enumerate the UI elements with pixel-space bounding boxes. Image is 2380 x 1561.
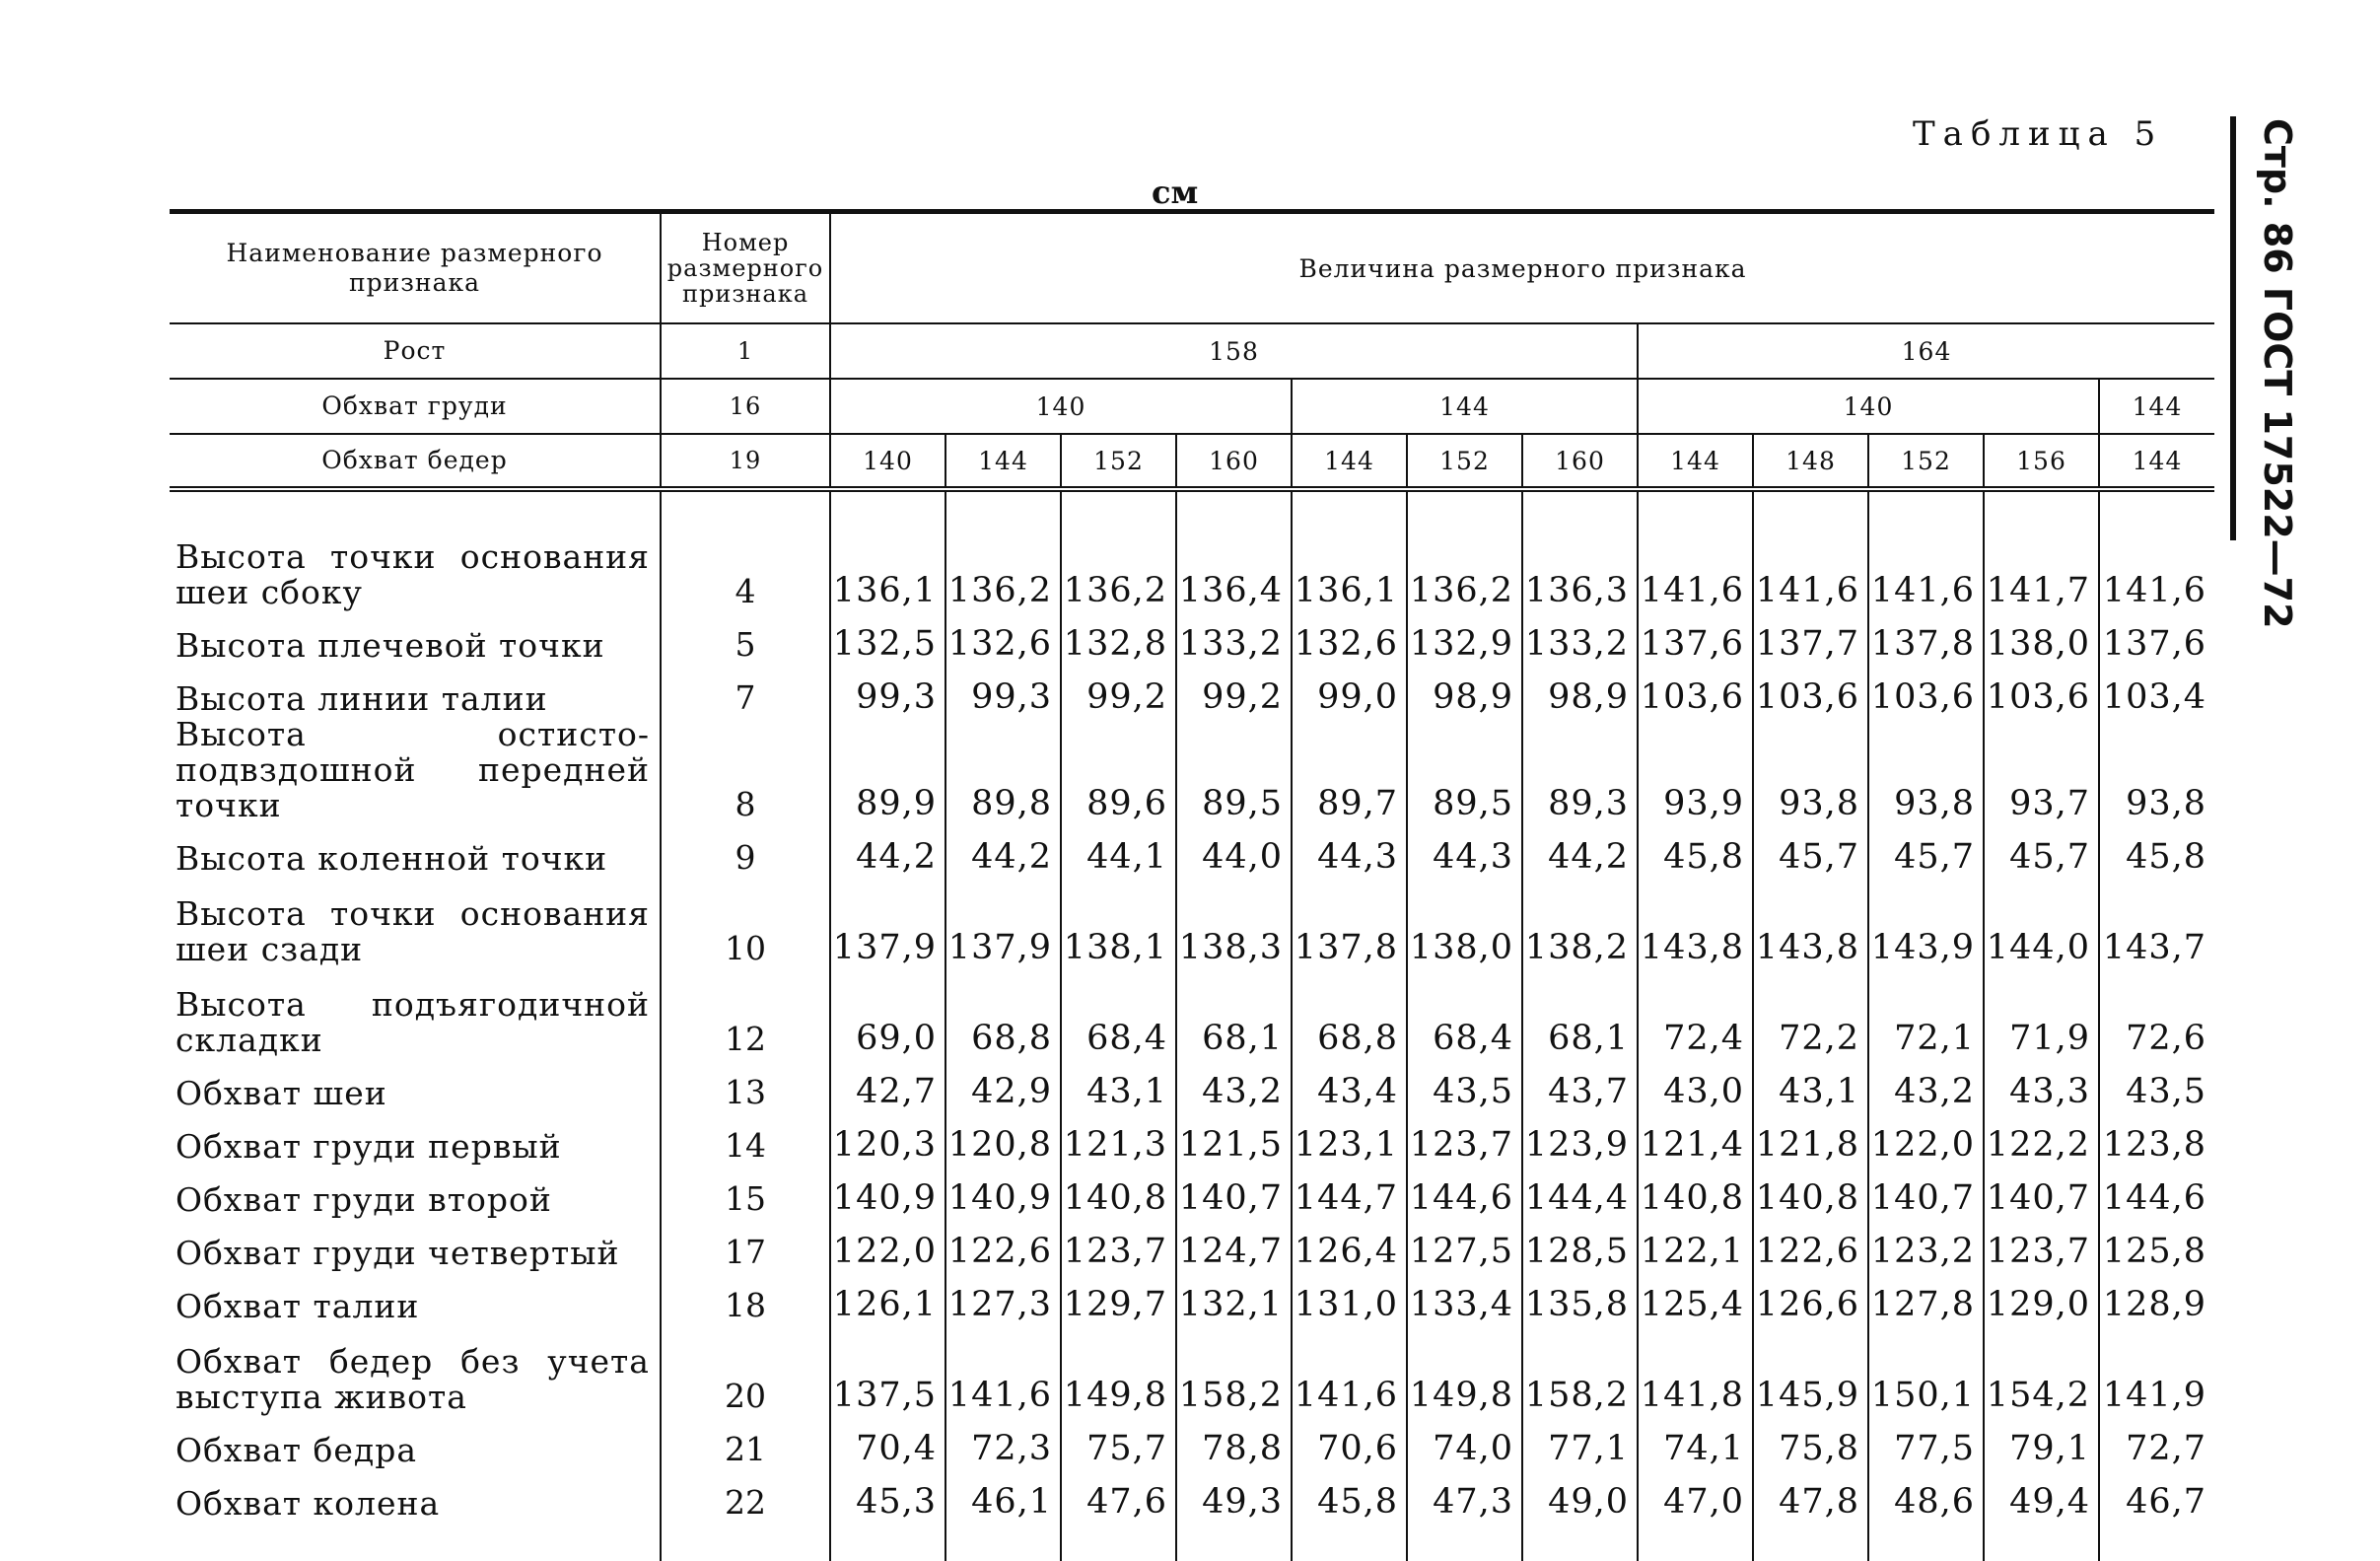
row-value: 79,1 (1984, 1415, 2099, 1468)
header-hips-num: 19 (661, 434, 830, 489)
row-value: 72,2 (1753, 967, 1868, 1058)
row-value: 43,3 (1984, 1058, 2099, 1111)
row-value: 136,2 (1061, 489, 1176, 610)
table-row (170, 823, 2214, 877)
row-value: 44,3 (1292, 823, 1407, 877)
row-value: 44,0 (1176, 823, 1292, 877)
row-name: Высота остисто-подвздошной передней точки (170, 717, 661, 823)
row-number: 17 (661, 1218, 830, 1271)
row-value: 125,4 (1638, 1271, 1753, 1324)
row-value: 140,8 (1753, 1165, 1868, 1218)
row-value: 93,8 (1868, 717, 1984, 823)
table-row (170, 1324, 2214, 1415)
row-value: 141,6 (2102, 571, 2207, 610)
row-name: Обхват колена (170, 1468, 661, 1561)
row-value: 93,8 (1753, 717, 1868, 823)
row-name: Высота коленной точки (170, 823, 661, 877)
row-value: 128,9 (2102, 1285, 2207, 1324)
table-row (170, 877, 2214, 967)
row-value: 43,2 (1176, 1058, 1292, 1111)
header-hips-value: 156 (1984, 434, 2099, 489)
row-value: 129,7 (1061, 1271, 1176, 1324)
row-value: 141,9 (2102, 1376, 2207, 1415)
row-value: 132,8 (1061, 610, 1176, 664)
row-value: 45,8 (1638, 823, 1753, 877)
row-value: 46,1 (945, 1468, 1061, 1561)
row-value: 103,4 (2102, 677, 2207, 717)
row-value: 143,8 (1638, 877, 1753, 967)
header-height-num: 1 (661, 323, 830, 379)
row-value: 74,1 (1638, 1415, 1753, 1468)
row-number: 18 (661, 1271, 830, 1324)
row-name: Обхват бедра (170, 1415, 661, 1468)
row-value: 144,6 (1407, 1165, 1522, 1218)
row-name: Высота линии талии (170, 664, 661, 717)
row-value: 75,8 (1753, 1415, 1868, 1468)
row-value: 98,9 (1522, 664, 1638, 717)
row-number: 7 (661, 664, 830, 717)
row-value: 141,6 (1638, 489, 1753, 610)
row-value: 75,7 (1061, 1415, 1176, 1468)
row-value: 69,0 (830, 967, 945, 1058)
row-value: 89,7 (1292, 717, 1407, 823)
row-value: 45,8 (1292, 1468, 1407, 1561)
row-value: 141,6 (1292, 1324, 1407, 1415)
row-value: 140,9 (945, 1165, 1061, 1218)
row-value: 93,7 (1984, 717, 2099, 823)
row-name: Обхват груди второй (170, 1165, 661, 1218)
row-value: 72,6 (2126, 1019, 2207, 1058)
row-value: 123,7 (1984, 1218, 2099, 1271)
header-chest-group-3: 140 (1638, 379, 2099, 434)
header-chest-label: Обхват груди (170, 379, 661, 434)
table-row (170, 1271, 2214, 1324)
table-row (170, 1111, 2214, 1165)
row-value: 137,5 (830, 1324, 945, 1415)
row-value: 158,2 (1522, 1324, 1638, 1415)
row-value: 149,8 (1407, 1324, 1522, 1415)
row-value: 136,1 (1292, 489, 1407, 610)
row-number: 21 (661, 1415, 830, 1468)
row-value: 140,9 (830, 1165, 945, 1218)
header-hips-value: 152 (1061, 434, 1176, 489)
row-value: 93,8 (2126, 784, 2207, 823)
row-value: 154,2 (1984, 1324, 2099, 1415)
table-row (170, 1218, 2214, 1271)
header-name-col: Наименование размерного признака (170, 212, 661, 324)
row-value: 131,0 (1292, 1271, 1407, 1324)
row-value: 132,5 (830, 610, 945, 664)
row-value: 136,4 (1176, 489, 1292, 610)
row-name: Обхват бедер без учета выступа живота (170, 1324, 661, 1415)
row-value: 43,5 (2126, 1072, 2207, 1111)
row-value: 120,3 (830, 1111, 945, 1165)
row-value: 137,7 (1753, 610, 1868, 664)
row-value: 121,8 (1753, 1111, 1868, 1165)
row-value: 137,9 (945, 877, 1061, 967)
row-value: 137,8 (1868, 610, 1984, 664)
row-value: 122,6 (1753, 1218, 1868, 1271)
row-value: 99,3 (830, 664, 945, 717)
header-hips-value: 160 (1176, 434, 1292, 489)
row-value: 89,8 (945, 717, 1061, 823)
row-value: 68,4 (1061, 967, 1176, 1058)
row-name: Высота точки основания шеи сбоку (170, 489, 661, 610)
header-hips-value: 144 (1292, 434, 1407, 489)
row-value: 43,4 (1292, 1058, 1407, 1111)
row-value: 122,0 (830, 1218, 945, 1271)
row-value: 133,2 (1522, 610, 1638, 664)
row-value: 45,7 (1868, 823, 1984, 877)
row-name: Обхват груди четвертый (170, 1218, 661, 1271)
row-value: 89,5 (1176, 717, 1292, 823)
row-value: 137,6 (2102, 624, 2207, 664)
row-value: 138,1 (1061, 877, 1176, 967)
row-value: 43,2 (1868, 1058, 1984, 1111)
row-value: 48,6 (1868, 1468, 1984, 1561)
row-value: 43,5 (1407, 1058, 1522, 1111)
row-value: 45,8 (2126, 837, 2207, 877)
row-value: 135,8 (1522, 1271, 1638, 1324)
row-value: 46,7 (2126, 1482, 2207, 1522)
row-value: 140,7 (1984, 1165, 2099, 1218)
row-value: 121,4 (1638, 1111, 1753, 1165)
row-value: 141,6 (945, 1324, 1061, 1415)
row-value: 99,3 (945, 664, 1061, 717)
row-value: 71,9 (1984, 967, 2099, 1058)
row-number: 22 (661, 1468, 830, 1561)
table-row (170, 664, 2214, 717)
row-value: 141,6 (1868, 489, 1984, 610)
row-value: 44,2 (830, 823, 945, 877)
row-value: 132,9 (1407, 610, 1522, 664)
row-value: 121,3 (1061, 1111, 1176, 1165)
row-number: 4 (661, 489, 830, 610)
table-caption: Таблица 5 (1913, 114, 2164, 154)
row-value: 145,9 (1753, 1324, 1868, 1415)
side-rule (2230, 116, 2236, 540)
row-value: 126,1 (830, 1271, 945, 1324)
header-hips-value: 144 (945, 434, 1061, 489)
row-number: 15 (661, 1165, 830, 1218)
row-value: 140,8 (1061, 1165, 1176, 1218)
header-hips-value: 140 (830, 434, 945, 489)
header-chest-group-2: 144 (1292, 379, 1638, 434)
side-header-text: Стр. 86 ГОСТ 17522—72 (2256, 118, 2299, 629)
row-value: 44,3 (1407, 823, 1522, 877)
row-value: 138,0 (1407, 877, 1522, 967)
size-table (170, 209, 2214, 1561)
row-value: 103,6 (1868, 664, 1984, 717)
row-value: 89,3 (1522, 717, 1638, 823)
row-value: 123,7 (1061, 1218, 1176, 1271)
row-value: 77,5 (1868, 1415, 1984, 1468)
row-value: 158,2 (1176, 1324, 1292, 1415)
header-value-group: Величина размерного признака (830, 212, 2214, 324)
row-value: 47,0 (1638, 1468, 1753, 1561)
row-value: 138,3 (1176, 877, 1292, 967)
row-value: 126,4 (1292, 1218, 1407, 1271)
row-value: 141,6 (1753, 489, 1868, 610)
row-value: 136,1 (830, 489, 945, 610)
unit-label: см (1152, 174, 1199, 211)
row-value: 45,3 (830, 1468, 945, 1561)
table-body (170, 489, 2214, 1561)
header-height-158: 158 (830, 323, 1638, 379)
row-value: 138,2 (1522, 877, 1638, 967)
row-value: 129,0 (1984, 1271, 2099, 1324)
row-value: 70,6 (1292, 1415, 1407, 1468)
row-value: 43,1 (1061, 1058, 1176, 1111)
row-value: 68,1 (1176, 967, 1292, 1058)
row-value: 122,1 (1638, 1218, 1753, 1271)
row-value: 144,6 (2102, 1178, 2207, 1218)
row-value: 45,7 (1984, 823, 2099, 877)
row-name: Высота плечевой точки (170, 610, 661, 664)
row-number: 12 (661, 967, 830, 1058)
table-row (170, 1415, 2214, 1468)
row-number: 20 (661, 1324, 830, 1415)
row-value: 132,6 (945, 610, 1061, 664)
row-value: 89,5 (1407, 717, 1522, 823)
row-value: 103,6 (1984, 664, 2099, 717)
row-value: 47,6 (1061, 1468, 1176, 1561)
row-value: 72,4 (1638, 967, 1753, 1058)
row-value: 42,9 (945, 1058, 1061, 1111)
table-row (170, 610, 2214, 664)
row-value: 150,1 (1868, 1324, 1984, 1415)
row-value: 72,7 (2126, 1429, 2207, 1468)
table-row (170, 1468, 2214, 1561)
table-row (170, 717, 2214, 823)
header-height-164: 164 (1638, 323, 2214, 379)
row-value: 124,7 (1176, 1218, 1292, 1271)
row-name: Обхват груди первый (170, 1111, 661, 1165)
row-value: 68,1 (1522, 967, 1638, 1058)
row-number: 9 (661, 823, 830, 877)
row-value: 123,9 (1522, 1111, 1638, 1165)
row-value: 141,8 (1638, 1324, 1753, 1415)
row-value: 125,8 (2102, 1232, 2207, 1271)
row-value: 133,2 (1176, 610, 1292, 664)
header-num-col: Номер размерного признака (661, 212, 830, 324)
row-value: 43,1 (1753, 1058, 1868, 1111)
row-value: 47,3 (1407, 1468, 1522, 1561)
row-number: 10 (661, 877, 830, 967)
row-value: 49,0 (1522, 1468, 1638, 1561)
row-value: 120,8 (945, 1111, 1061, 1165)
row-value: 68,4 (1407, 967, 1522, 1058)
row-value: 77,1 (1522, 1415, 1638, 1468)
row-value: 136,2 (1407, 489, 1522, 610)
row-value: 123,2 (1868, 1218, 1984, 1271)
row-value: 137,9 (830, 877, 945, 967)
row-value: 45,7 (1753, 823, 1868, 877)
row-name: Высота точки основания шеи сзади (170, 877, 661, 967)
row-value: 68,8 (945, 967, 1061, 1058)
row-value: 138,0 (1984, 610, 2099, 664)
table-row (170, 1058, 2214, 1111)
row-value: 140,8 (1638, 1165, 1753, 1218)
row-number: 13 (661, 1058, 830, 1111)
row-value: 141,7 (1984, 489, 2099, 610)
row-value: 144,7 (1292, 1165, 1407, 1218)
row-value: 122,6 (945, 1218, 1061, 1271)
table-row (170, 967, 2214, 1058)
table-row (170, 1165, 2214, 1218)
header-chest-num: 16 (661, 379, 830, 434)
header-hips-value: 144 (1638, 434, 1753, 489)
row-value: 47,8 (1753, 1468, 1868, 1561)
row-value: 132,6 (1292, 610, 1407, 664)
row-value: 43,0 (1638, 1058, 1753, 1111)
row-value: 143,8 (1753, 877, 1868, 967)
row-value: 72,3 (945, 1415, 1061, 1468)
row-number: 14 (661, 1111, 830, 1165)
row-value: 74,0 (1407, 1415, 1522, 1468)
row-value: 149,8 (1061, 1324, 1176, 1415)
header-hips-value: 152 (1868, 434, 1984, 489)
row-value: 137,6 (1638, 610, 1753, 664)
header-hips-value: 148 (1753, 434, 1868, 489)
row-value: 136,3 (1522, 489, 1638, 610)
table-header (170, 212, 2214, 490)
row-value: 44,2 (945, 823, 1061, 877)
row-value: 126,6 (1753, 1271, 1868, 1324)
row-value: 136,2 (945, 489, 1061, 610)
row-value: 132,1 (1176, 1271, 1292, 1324)
page-side-header (2240, 118, 2319, 629)
row-value: 121,5 (1176, 1111, 1292, 1165)
row-name: Обхват шеи (170, 1058, 661, 1111)
row-value: 42,7 (830, 1058, 945, 1111)
row-value: 123,8 (2102, 1125, 2207, 1165)
header-hips-value: 152 (1407, 434, 1522, 489)
row-value: 122,0 (1868, 1111, 1984, 1165)
row-value: 137,8 (1292, 877, 1407, 967)
row-value: 133,4 (1407, 1271, 1522, 1324)
row-value: 44,2 (1522, 823, 1638, 877)
row-number: 5 (661, 610, 830, 664)
row-name: Высота подъягодичной складки (170, 967, 661, 1058)
row-value: 123,1 (1292, 1111, 1407, 1165)
row-value: 122,2 (1984, 1111, 2099, 1165)
row-value: 127,8 (1868, 1271, 1984, 1324)
row-value: 44,1 (1061, 823, 1176, 877)
header-hips-value: 160 (1522, 434, 1638, 489)
row-name: Обхват талии (170, 1271, 661, 1324)
row-value: 43,7 (1522, 1058, 1638, 1111)
row-value: 140,7 (1176, 1165, 1292, 1218)
row-value: 140,7 (1868, 1165, 1984, 1218)
row-value: 78,8 (1176, 1415, 1292, 1468)
header-hips-label: Обхват бедер (170, 434, 661, 489)
row-value: 103,6 (1638, 664, 1753, 717)
row-value: 93,9 (1638, 717, 1753, 823)
row-value: 128,5 (1522, 1218, 1638, 1271)
row-value: 99,2 (1176, 664, 1292, 717)
header-chest-group-4: 144 (2099, 379, 2214, 434)
row-value: 144,0 (1984, 877, 2099, 967)
table-row (170, 489, 2214, 610)
row-value: 68,8 (1292, 967, 1407, 1058)
row-value: 99,0 (1292, 664, 1407, 717)
row-value: 103,6 (1753, 664, 1868, 717)
row-value: 98,9 (1407, 664, 1522, 717)
row-value: 144,4 (1522, 1165, 1638, 1218)
header-hips-value: 144 (2099, 434, 2214, 489)
row-value: 127,3 (945, 1271, 1061, 1324)
header-height-label: Рост (170, 323, 661, 379)
row-value: 89,9 (830, 717, 945, 823)
row-value: 70,4 (830, 1415, 945, 1468)
row-value: 143,7 (2102, 928, 2207, 967)
row-value: 99,2 (1061, 664, 1176, 717)
row-value: 49,3 (1176, 1468, 1292, 1561)
row-value: 143,9 (1868, 877, 1984, 967)
row-value: 89,6 (1061, 717, 1176, 823)
row-value: 72,1 (1868, 967, 1984, 1058)
header-chest-group-1: 140 (830, 379, 1292, 434)
row-value: 123,7 (1407, 1111, 1522, 1165)
row-number: 8 (661, 717, 830, 823)
row-value: 49,4 (1984, 1468, 2099, 1561)
row-value: 127,5 (1407, 1218, 1522, 1271)
